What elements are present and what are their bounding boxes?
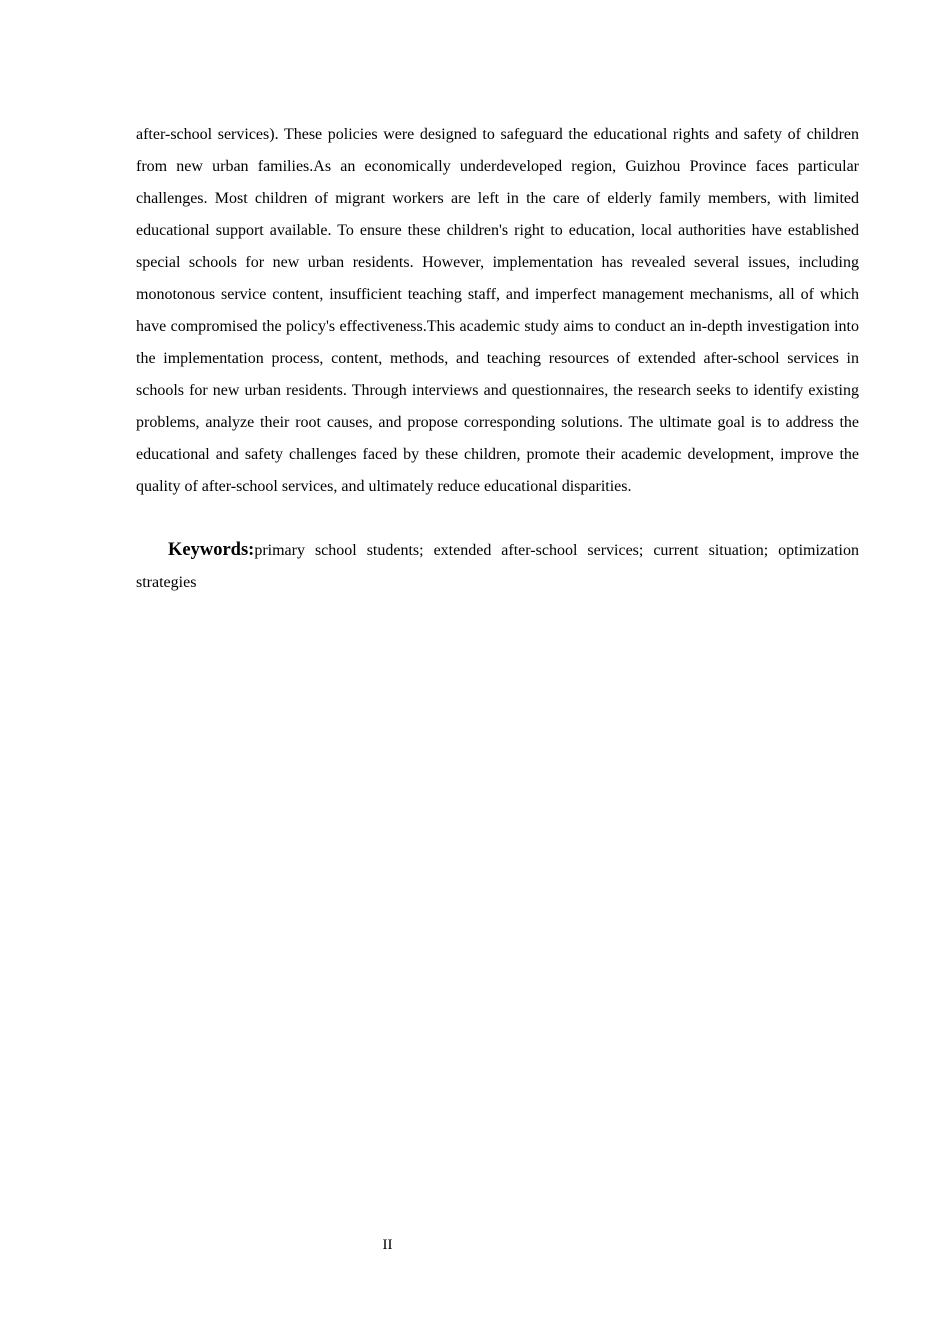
keywords-text: primary school students; extended after-school services; current situation; optimization strategies (136, 542, 859, 591)
body-paragraph: after-school services). These policies were designed to safeguard the educational rights and safety of children from new urban families.As an economically underdeveloped region, Guizhou Province faces particular challenges. Most children of migrant workers are left in the care of elderly family members, with limited educational support available. To ensure these children's right to education, local authorities have established special schools for new urban residents. However, implementation has revealed several issues, including monotonous service content, insufficient teaching staff, and imperfect management mechanisms, all of which have compromised the policy's effectiveness.This academic study aims to conduct an in-depth investigation into the implementation process, content, methods, and teaching resources of extended after-school services in schools for new urban residents. Through interviews and questionnaires, the research seeks to identify existing problems, analyze their root causes, and propose corresponding solutions. The ultimate goal is to address the educational and safety challenges faced by these children, promote their academic development, improve the quality of after-school services, and ultimately reduce educational disparities. (136, 126, 859, 495)
keywords-line (136, 534, 859, 599)
keywords-label: Keywords: (168, 540, 255, 560)
page-number: II (382, 1237, 393, 1253)
